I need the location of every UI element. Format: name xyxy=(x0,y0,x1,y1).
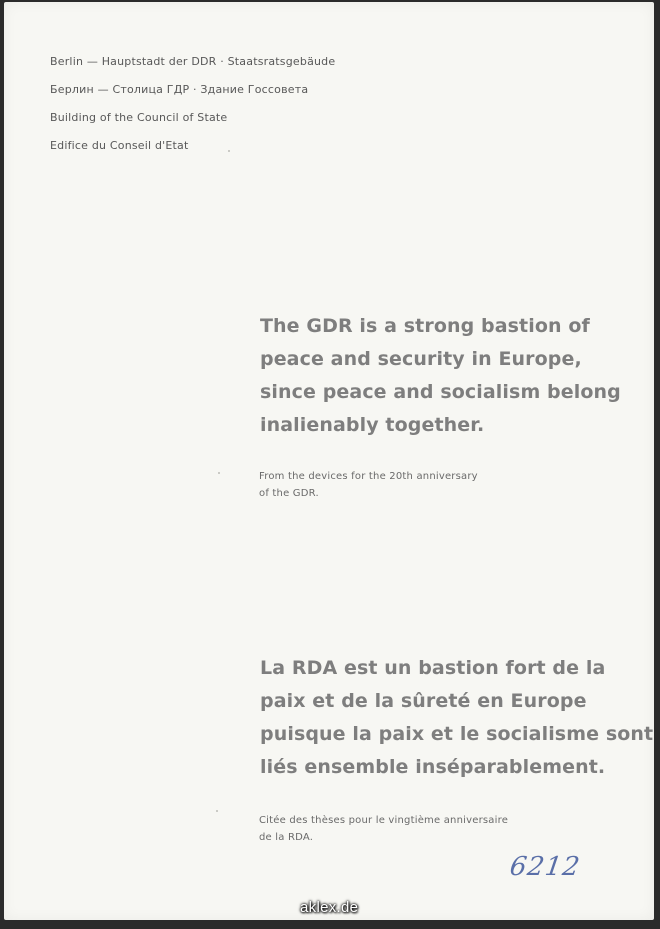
quote-english-line: The GDR is a strong bastion of xyxy=(260,315,590,337)
quote-french xyxy=(260,652,653,784)
caption-russian: Берлин — Столица ГДР · Здание Госсовета xyxy=(50,83,309,96)
handwritten-catalog-number: 6212 xyxy=(507,852,583,882)
source-french-line: Citée des thèses pour le vingtième anniversaire xyxy=(259,815,509,826)
quote-french-line: liés ensemble inséparablement. xyxy=(260,756,606,778)
source-english-line: of the GDR. xyxy=(259,488,319,499)
caption-french: Edifice du Conseil d'Etat xyxy=(50,139,189,152)
source-french-line: de la RDA. xyxy=(259,832,314,843)
quote-english-line: inalienably together. xyxy=(260,414,485,436)
quote-french-line: puisque la paix et le socialisme sont xyxy=(260,723,654,745)
caption-english: Building of the Council of State xyxy=(50,111,228,124)
source-french xyxy=(259,812,508,846)
caption-german: Berlin — Hauptstadt der DDR · Staatsratsgebäude xyxy=(50,55,336,68)
paper-speck xyxy=(218,472,220,474)
quote-english xyxy=(260,310,621,442)
paper-speck xyxy=(216,810,218,812)
paper-speck xyxy=(228,150,230,152)
quote-english-line: since peace and socialism belong xyxy=(260,381,621,403)
quote-french-line: paix et de la sûreté en Europe xyxy=(260,690,587,712)
building-caption xyxy=(50,52,335,164)
postcard-back xyxy=(4,2,654,920)
quote-english-line: peace and security in Europe, xyxy=(260,348,582,370)
source-english xyxy=(259,468,478,502)
watermark-text: aklex.de xyxy=(300,899,359,916)
source-english-line: From the devices for the 20th anniversary xyxy=(259,471,478,482)
quote-french-line: La RDA est un bastion fort de la xyxy=(260,657,606,679)
